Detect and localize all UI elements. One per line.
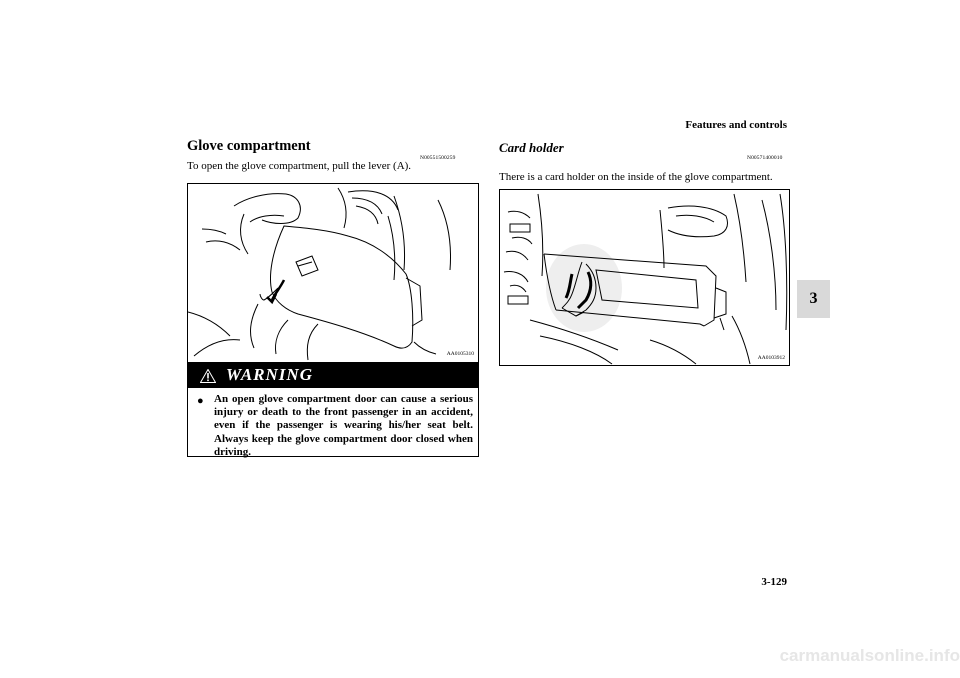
glove-section-code: N00551500259 [420,155,456,161]
page-number: 3-129 [761,576,787,588]
glove-instruction-text: To open the glove compartment, pull the lever (A). [187,160,412,172]
glove-compartment-drawing [188,184,478,362]
warning-triangle-icon [200,369,216,383]
warning-label: WARNING [226,365,313,384]
running-header: Features and controls [685,119,787,131]
warning-header [188,363,478,388]
card-figure-code: AA0103912 [757,355,785,361]
watermark: carmanualsonline.info [779,646,960,665]
card-holder-illustration [499,189,790,366]
warning-text: An open glove compartment door can cause a serious injury or death to the front passenger in an accident, even if the passenger is wearing his/her seat belt. Always keep the glove compartment door closed when driving. [214,393,473,458]
warning-box [187,362,479,457]
glove-compartment-illustration [187,183,479,363]
card-section-code: N00571400010 [747,155,783,161]
chapter-tab[interactable] [797,280,830,318]
card-holder-drawing [500,190,789,365]
chapter-number: 3 [809,290,818,307]
glove-figure-code: AA0105310 [446,351,474,357]
card-holder-text: There is a card holder on the inside of the glove compartment. [499,171,773,183]
card-holder-heading: Card holder [499,140,564,155]
glove-compartment-heading: Glove compartment [187,138,311,154]
warning-bullet: ● [197,395,204,407]
